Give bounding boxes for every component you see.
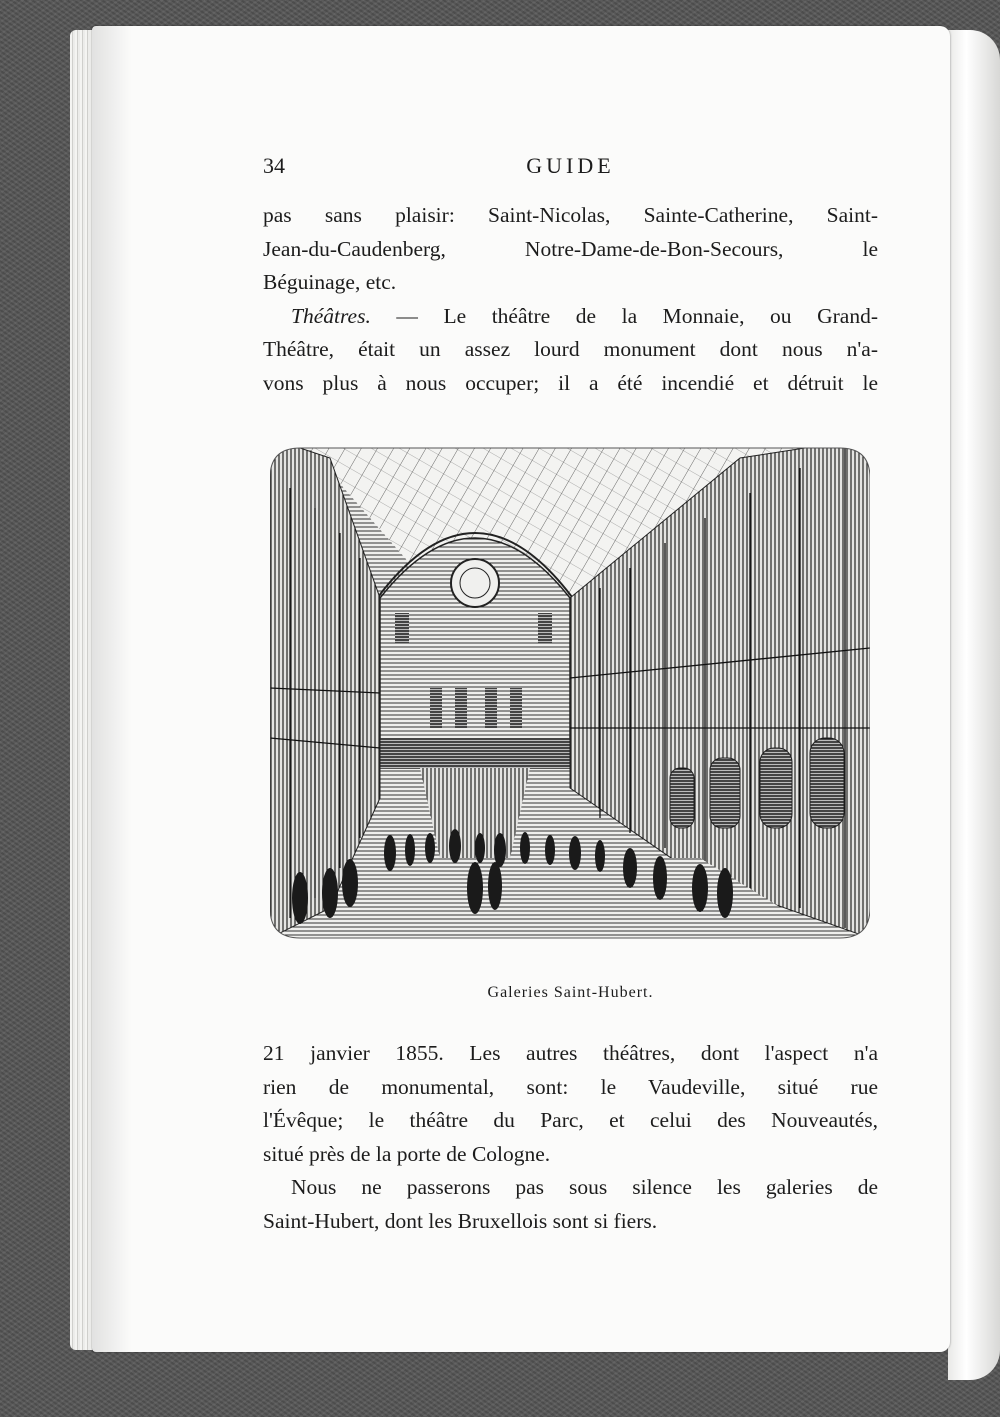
page-number: 34 bbox=[263, 153, 285, 178]
engraving-illustration bbox=[270, 438, 870, 948]
text-line: situé près de la porte de Cologne. bbox=[263, 1141, 551, 1166]
engraving-galeries-saint-hubert bbox=[270, 438, 870, 948]
running-head: GUIDE bbox=[526, 153, 615, 178]
text-line: Théâtre, était un assez lourd monument dont nous n'a- bbox=[263, 337, 878, 361]
text-line: Jean-du-Caudenberg, Notre-Dame-de-Bon-Secours, le bbox=[263, 236, 878, 261]
text-line: 21 janvier 1855. Les autres théâtres, dont l'aspect n'a bbox=[263, 1041, 878, 1065]
text-line: l'Évêque; le théâtre du Parc, et celui des Nouveautés, bbox=[263, 1108, 878, 1132]
facing-page-edge bbox=[948, 30, 1000, 1380]
bottom-text-block bbox=[263, 1037, 878, 1238]
text-line: Saint-Hubert, dont les Bruxellois sont si fiers. bbox=[263, 1208, 658, 1233]
paragraph-theatres bbox=[263, 300, 878, 334]
section-label: Théâtres. bbox=[291, 303, 371, 328]
text-line: vons plus à nous occuper; il a été incendié et détruit le bbox=[263, 370, 878, 395]
text-line: rien de monumental, sont: le Vaudeville, situé rue bbox=[263, 1074, 878, 1099]
top-text-block bbox=[263, 199, 878, 400]
text-line: Nous ne passerons pas sous silence les galeries de bbox=[291, 1175, 878, 1199]
page-header bbox=[263, 153, 878, 187]
text-line: — Le théâtre de la Monnaie, ou Grand- bbox=[370, 303, 878, 328]
text-line: pas sans plaisir: Saint-Nicolas, Sainte-Catherine, Saint- bbox=[263, 203, 878, 227]
figure-caption: Galeries Saint-Hubert. bbox=[487, 984, 654, 1001]
gutter-shadow bbox=[92, 26, 132, 1352]
text-line: Béguinage, etc. bbox=[263, 270, 397, 294]
